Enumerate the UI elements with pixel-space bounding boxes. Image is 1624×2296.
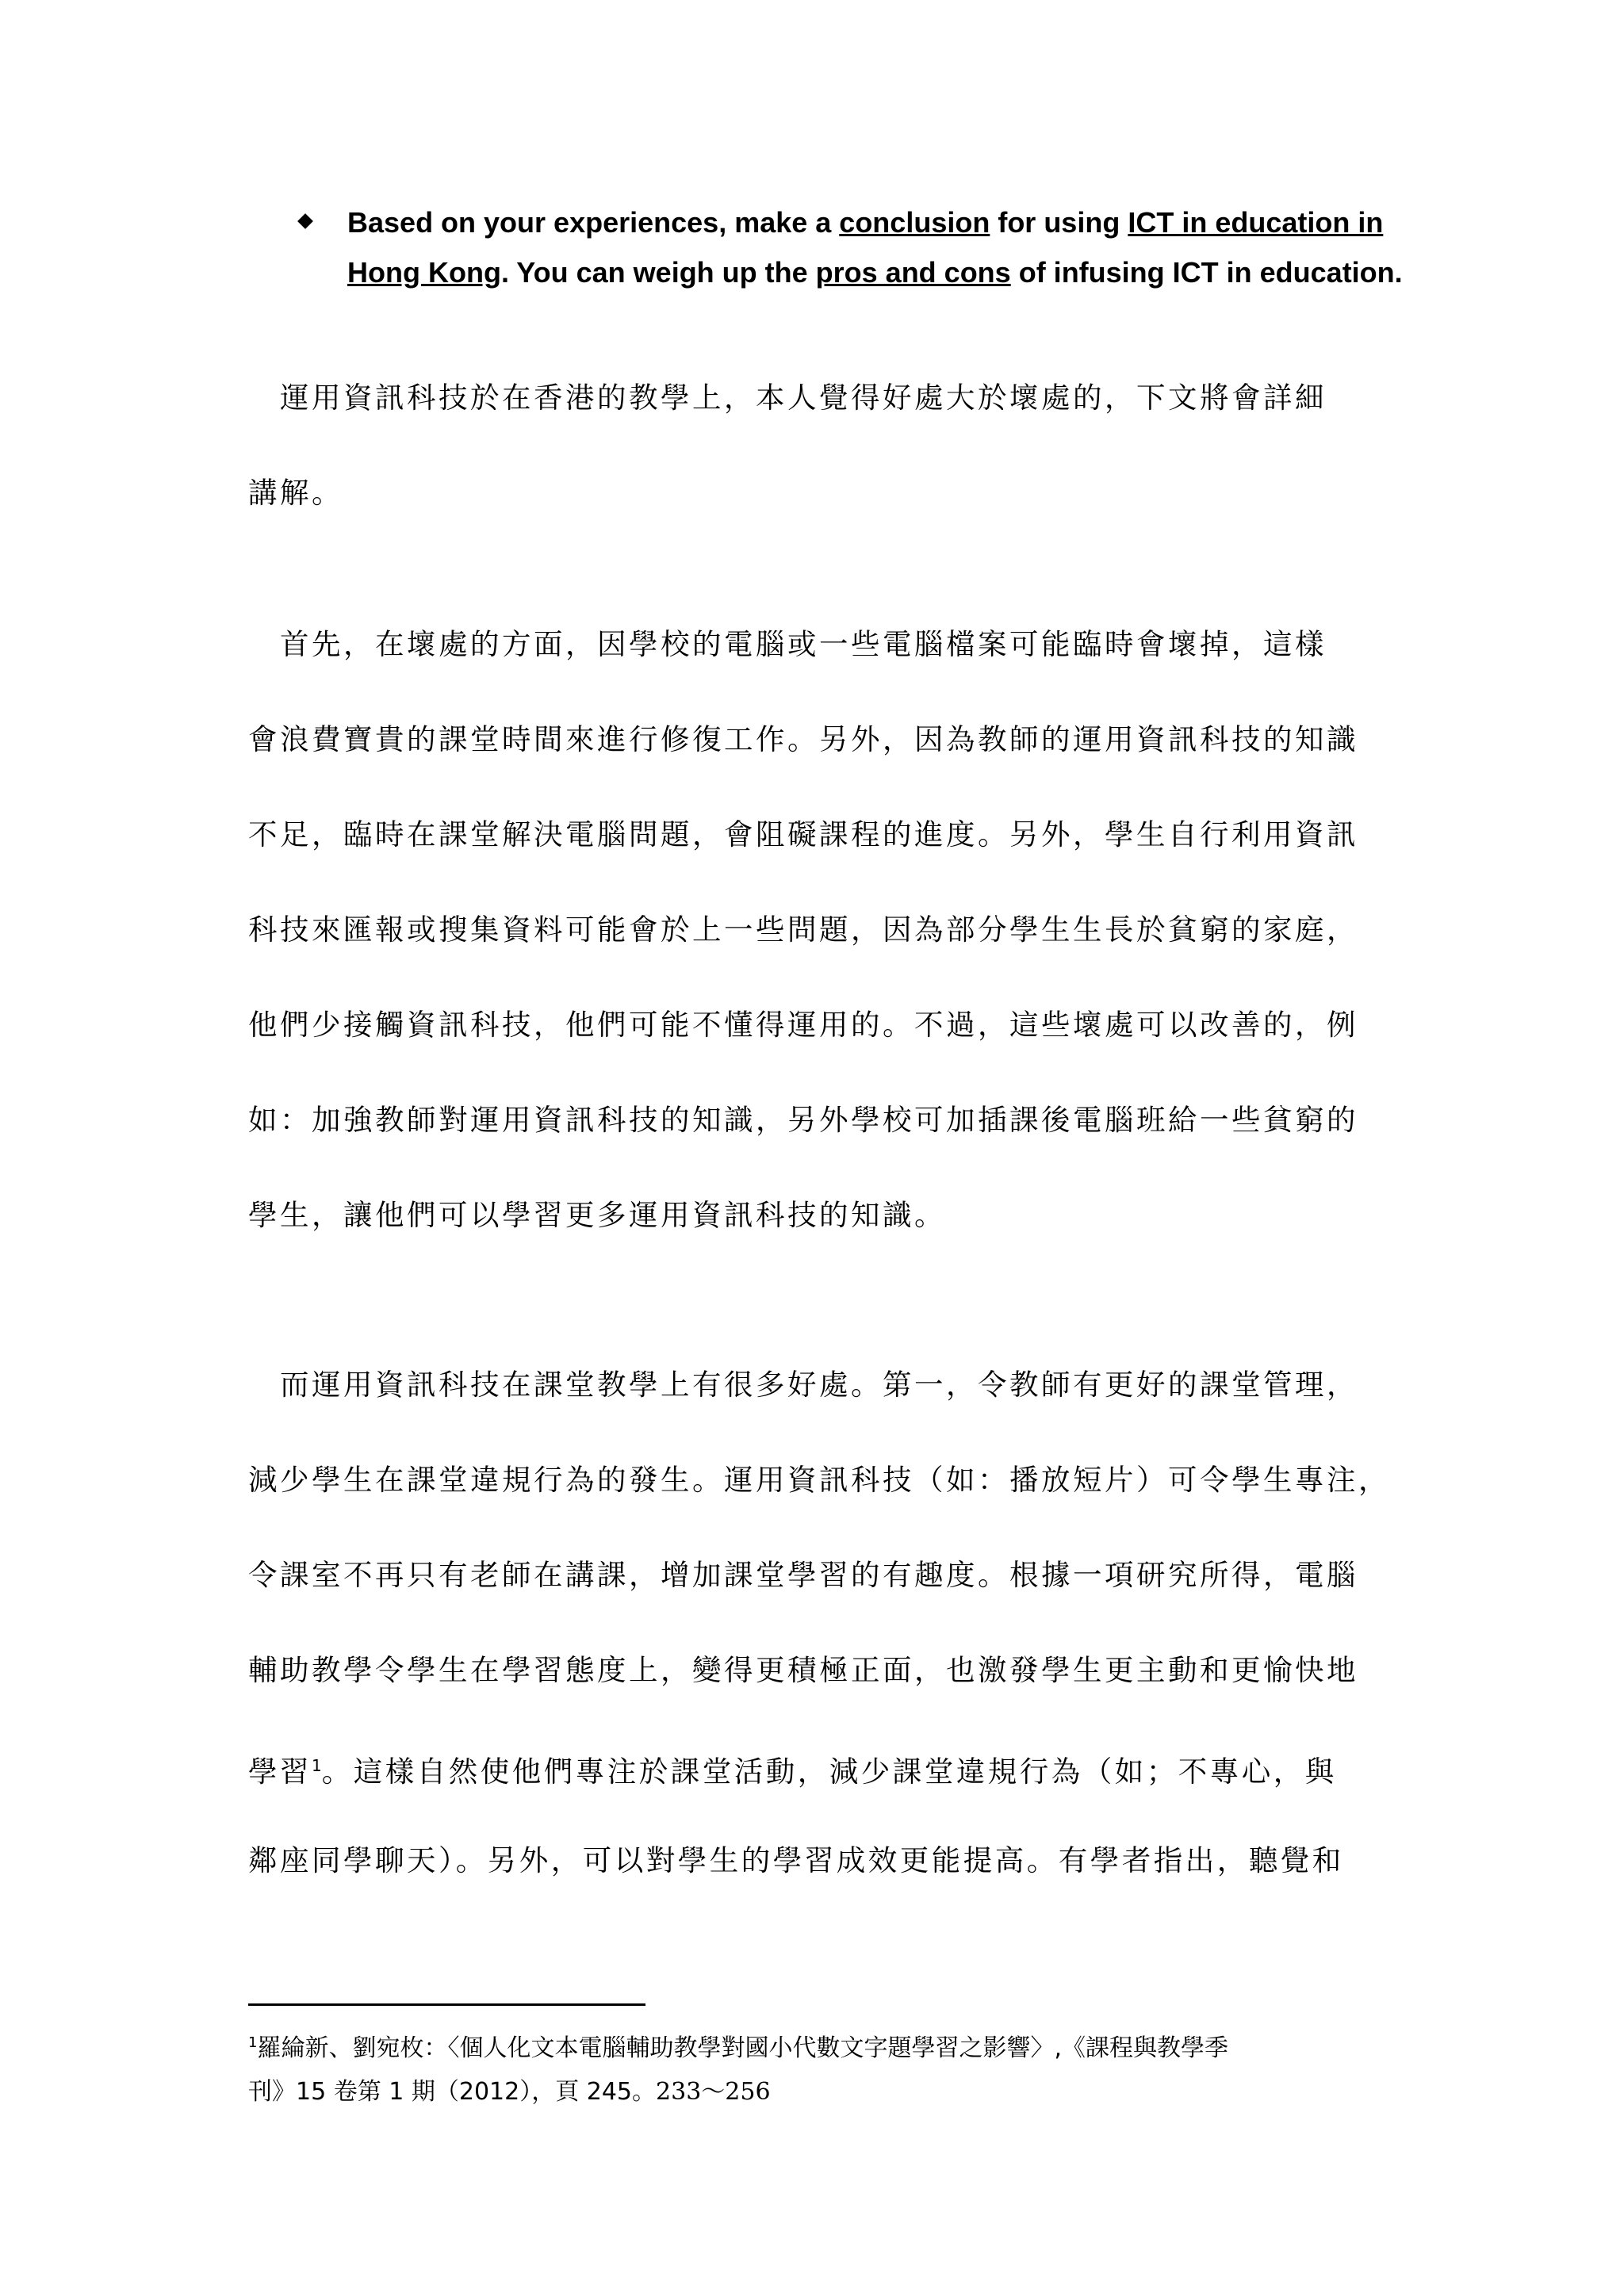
paragraph-text: 。這樣自然使他們專注於課堂活動，減少課堂違規行為（如；不專心，與 (321, 1755, 1337, 1789)
paragraph-line: 科技來匯報或搜集資料可能會於上一些問題，因為部分學生生長於貧窮的家庭， (248, 913, 1358, 947)
footnote-text: 刊》15 卷第 1 期（2012），頁 245。 (248, 2078, 657, 2106)
prompt-text: . You can weigh up the (500, 256, 816, 289)
paragraph-line: 首先，在壞處的方面，因學校的電腦或一些電腦檔案可能臨時會壞掉，這樣 (248, 627, 1327, 661)
paragraph-line: 他們少接觸資訊科技，他們可能不懂得運用的。不過，這些壞處可以改善的，例 (248, 1008, 1358, 1042)
paragraph-line (248, 1742, 1387, 1796)
prompt-underlined-conclusion: conclusion (839, 206, 990, 239)
footnote-marker: 1 (248, 2034, 258, 2051)
paragraph-line: 講解。 (248, 476, 343, 510)
prompt-line-2 (347, 248, 1403, 297)
footnote-line-1 (248, 2023, 1228, 2068)
paragraph-text: 學習 (248, 1755, 312, 1789)
paragraph-line: 學生，讓他們可以學習更多運用資訊科技的知識。 (248, 1198, 946, 1232)
footnote-line-2 (248, 2072, 771, 2112)
paragraph-line: 會浪費寶貴的課堂時間來進行修復工作。另外，因為教師的運用資訊科技的知識 (248, 722, 1358, 756)
paragraph-line: 而運用資訊科技在課堂教學上有很多好處。第一，令教師有更好的課堂管理， (248, 1368, 1358, 1402)
prompt-text: Based on your experiences, make a (347, 206, 840, 239)
prompt-text: of infusing ICT in education. (1010, 256, 1403, 289)
paragraph-line: 減少學生在課堂違規行為的發生。運用資訊科技（如：播放短片）可令學生專注， (248, 1463, 1390, 1497)
paragraph-line: 輔助教學令學生在學習態度上，變得更積極正面，也激發學生更主動和更愉快地 (248, 1653, 1358, 1687)
paragraph-line: 令課室不再只有老師在講課，增加課堂學習的有趣度。根據一項研究所得，電腦 (248, 1558, 1358, 1592)
footnote-separator (248, 2003, 645, 2006)
prompt-underlined-hong-kong: Hong Kong (347, 256, 501, 289)
prompt-line-1 (347, 198, 1383, 247)
paragraph-line: 不足，臨時在課堂解決電腦問題，會阻礙課程的進度。另外，學生自行利用資訊 (248, 817, 1358, 851)
paragraph-line: 如：加強教師對運用資訊科技的知識，另外學校可加插課後電腦班給一些貧窮的 (248, 1103, 1358, 1137)
bullet-diamond-icon (297, 213, 313, 229)
footnote-page-range: 233～256 (656, 2078, 771, 2106)
prompt-underlined-pros-cons: pros and cons (815, 256, 1011, 289)
prompt-underlined-ict: ICT in education in (1128, 206, 1384, 239)
paragraph-line: 鄰座同學聊天）。另外，可以對學生的學習成效更能提高。有學者指出，聽覺和 (248, 1843, 1344, 1877)
footnote-text: 羅綸新、劉宛枚：〈個人化文本電腦輔助教學對國小代數文字題學習之影響〉,《課程與教學季 (257, 2034, 1228, 2062)
prompt-text: for using (990, 206, 1128, 239)
paragraph-line: 運用資訊科技於在香港的教學上，本人覺得好處大於壞處的，下文將會詳細 (248, 381, 1327, 415)
footnote-reference: 1 (312, 1756, 322, 1775)
